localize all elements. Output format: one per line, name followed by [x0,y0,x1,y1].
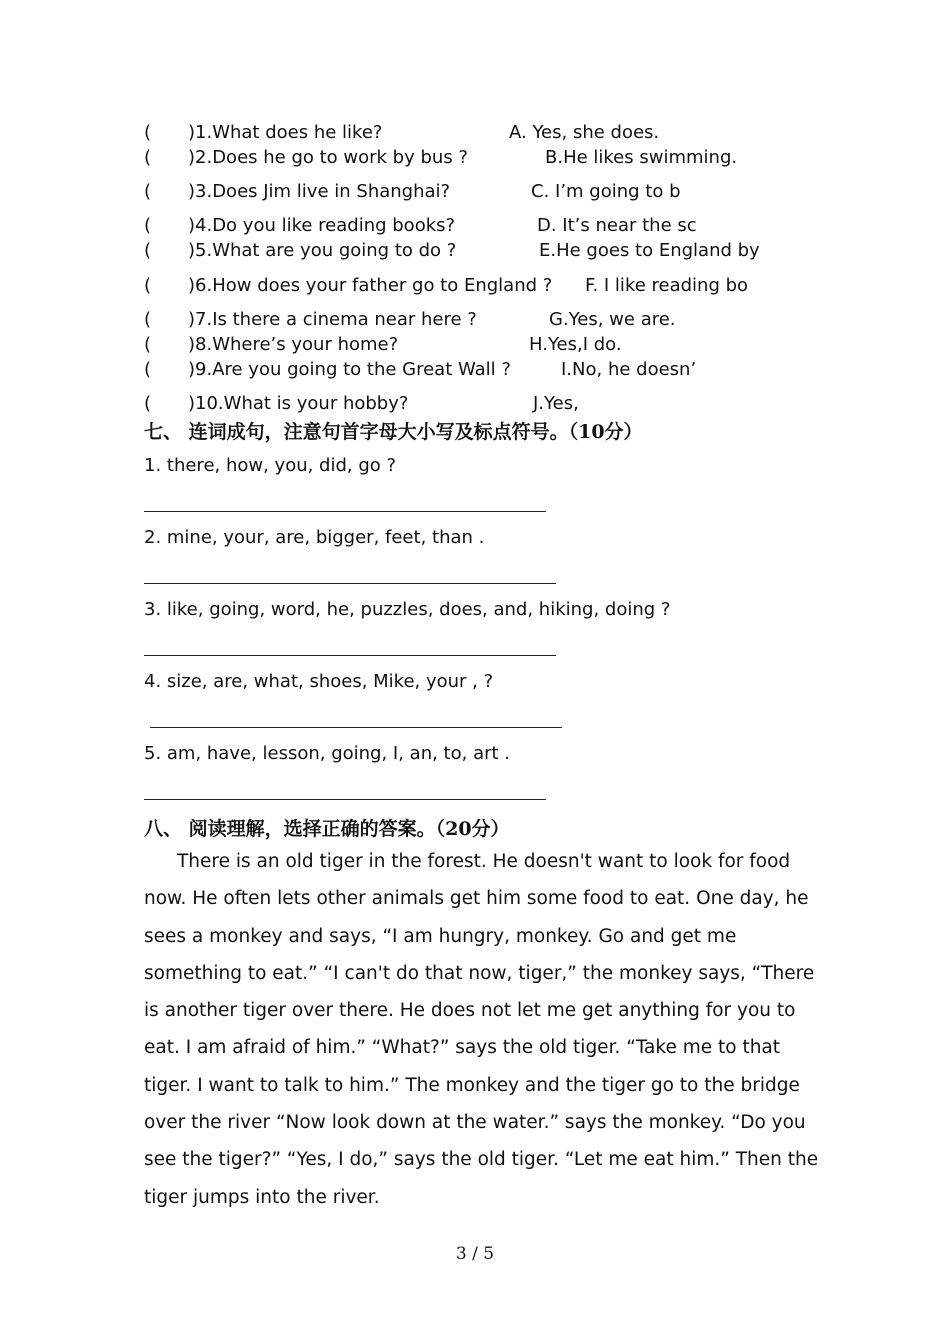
answer-line [144,583,556,584]
answer-option: H.Yes,I do. [529,334,622,355]
answer-option: J.Yes, [533,393,579,414]
answer-option: G.Yes, we are. [549,309,676,330]
answer-line [144,511,546,512]
question-text: )6.How does your father go to England ? [188,275,553,296]
answer-option: E.He goes to England by [539,240,760,261]
question-text: )4.Do you like reading books? [188,215,456,236]
answer-paren: ( [144,393,152,414]
answer-option: C. I’m going to b [531,181,681,202]
question-text: )2.Does he go to work by bus ? [188,147,468,168]
question-text: )1.What does he like? [188,122,383,143]
reading-passage [144,843,824,1216]
answer-line [150,727,562,728]
answer-option: A. Yes, she does. [509,122,660,143]
section-7-heading: 七、 连词成句，注意句首字母大小写及标点符号。（10分） [144,421,643,443]
answer-option: I.No, he doesn’ [561,359,697,380]
passage-text: There is an old tiger in the forest. He doesn't want to look for food now. He often lets other animals get him some food to eat. One day, he sees a monkey and says, “I am hungry, monkey. Go and get me something to eat.” “I can't do that now, tiger,” the monkey says, “There is another tiger over there. He does not let me get anything for you to eat. I am afraid of him.” “What?” says the old tiger. “Take me to that tiger. I want to talk to him.” The monkey and the tiger go to the bridge over the river “Now look down at the water.” says the monkey. “Do you see the tiger?” “Yes, I do,” says the old tiger. “Let me eat him.” Then the tiger jumps into the river. [144,851,819,1208]
answer-option: B.He likes swimming. [545,147,738,168]
sentence-prompt: 1. there, how, you, did, go ? [144,455,397,476]
question-text: )3.Does Jim live in Shanghai? [188,181,451,202]
sentence-prompt: 4. size, are, what, shoes, Mike, your , ? [144,671,494,692]
answer-paren: ( [144,147,152,168]
question-text: )5.What are you going to do ? [188,240,457,261]
answer-paren: ( [144,122,152,143]
answer-paren: ( [144,309,152,330]
page-number: 3 / 5 [455,1244,495,1264]
sentence-prompt: 3. like, going, word, he, puzzles, does, and, hiking, doing ? [144,599,671,620]
answer-line [144,655,556,656]
sentence-prompt: 2. mine, your, are, bigger, feet, than . [144,527,485,548]
question-text: )7.Is there a cinema near here ? [188,309,477,330]
question-text: )9.Are you going to the Great Wall ? [188,359,511,380]
answer-paren: ( [144,275,152,296]
question-text: )8.Where’s your home? [188,334,399,355]
answer-paren: ( [144,359,152,380]
sentence-prompt: 5. am, have, lesson, going, I, an, to, art . [144,743,511,764]
answer-paren: ( [144,215,152,236]
question-text: )10.What is your hobby? [188,393,409,414]
answer-paren: ( [144,181,152,202]
answer-line [144,799,546,800]
answer-option: D. It’s near the sc [537,215,697,236]
section-8-heading: 八、 阅读理解，选择正确的答案。（20分） [144,818,510,840]
answer-paren: ( [144,240,152,261]
answer-option: F. I like reading bo [585,275,749,296]
answer-paren: ( [144,334,152,355]
